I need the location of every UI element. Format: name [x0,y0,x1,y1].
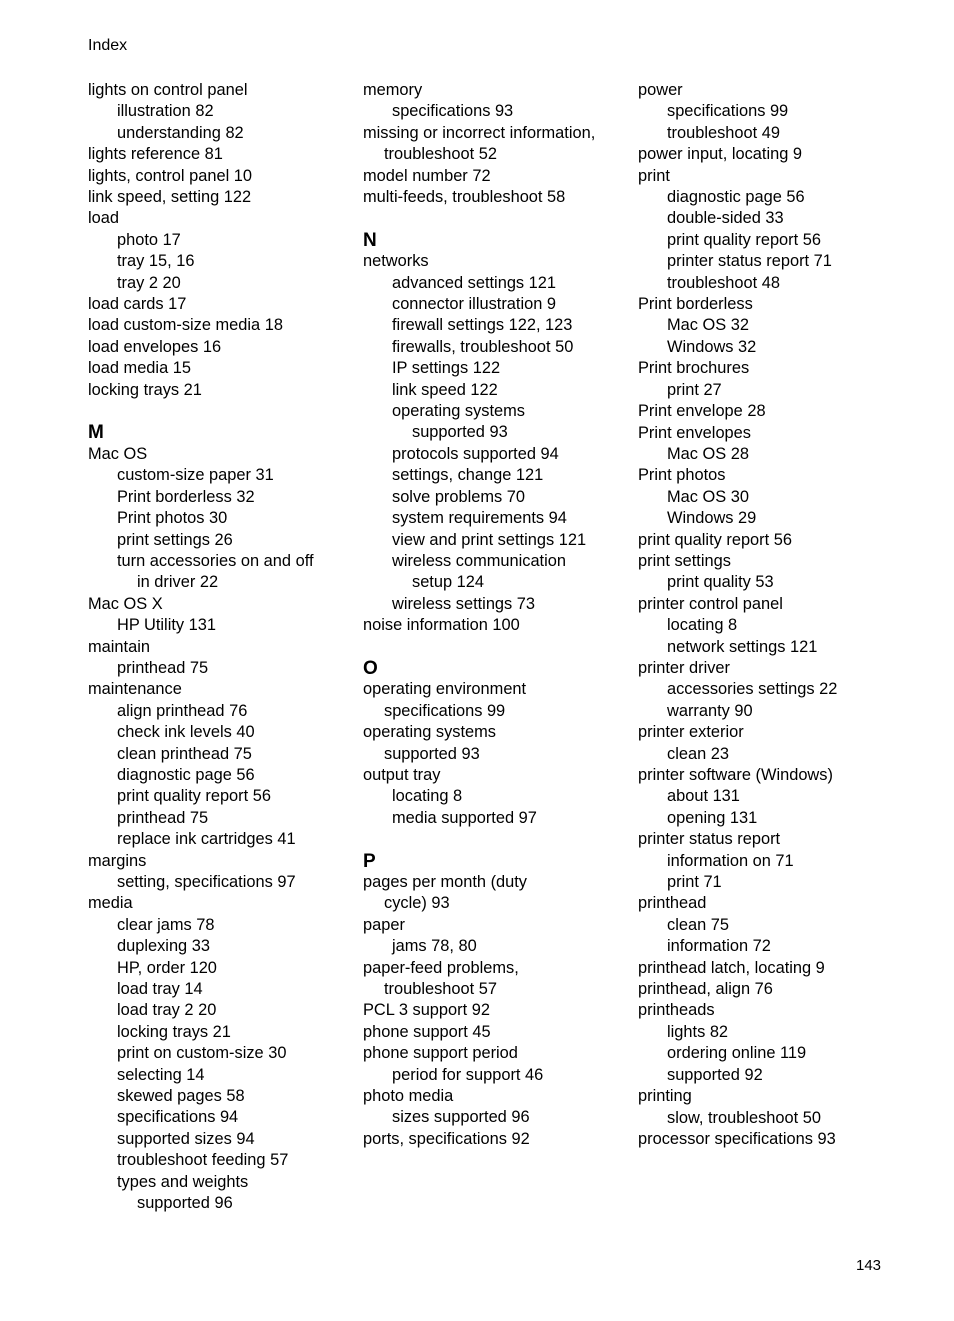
index-subentry: HP, order 120 [117,958,217,977]
index-subentry: troubleshoot feeding 57 [117,1151,289,1170]
index-subentry: Mac OS 32 [667,316,749,335]
index-subentry: firewall settings 122, 123 [392,316,573,335]
index-subentry: printhead 75 [117,658,209,677]
index-subentry: troubleshoot 49 [667,123,780,142]
index-subentry: duplexing 33 [117,937,210,956]
index-subentry: troubleshoot 48 [667,273,780,292]
index-subentry: settings, change 121 [392,466,544,485]
index-subentry: about 131 [667,787,740,806]
index-entry: lights reference 81 [88,145,223,164]
index-subentry: print quality report 56 [117,787,271,806]
section-letter: O [363,657,378,679]
index-subentry: photo 17 [117,230,181,249]
index-subentry: operating systems [392,402,526,421]
index-subentry: view and print settings 121 [392,530,587,549]
index-subentry: in driver 22 [137,573,219,592]
index-entry: margins [88,851,147,870]
index-subentry: Windows 29 [667,509,757,528]
index-subentry: setting, specifications 97 [117,873,296,892]
index-subentry: slow, troubleshoot 50 [667,1108,821,1127]
page-number: 143 [856,1257,882,1274]
index-subentry: tray 2 20 [117,273,181,292]
index-entry: processor specifications 93 [638,1129,836,1148]
index-subentry: print 27 [667,380,722,399]
index-entry: paper [363,915,405,934]
index-subentry: clear jams 78 [117,915,215,934]
section-letter: P [363,850,376,872]
index-subentry: supported sizes 94 [117,1129,255,1148]
index-entry: operating environment [363,680,527,699]
index-entry: memory [363,81,423,99]
index-subentry: print quality report 56 [667,230,821,249]
index-entry: Mac OS X [88,594,163,613]
index-entry: printer exterior [638,723,744,742]
index-entry: printer control panel [638,594,783,613]
index-subentry: Print photos 30 [117,509,228,528]
index-entry: printer status report [638,830,781,849]
index-entry: locking trays 21 [88,380,202,399]
index-subentry: firewalls, troubleshoot 50 [392,337,574,356]
index-subentry: IP settings 122 [392,359,501,378]
index-subentry: clean printhead 75 [117,744,252,763]
index-subentry: printer status report 71 [667,252,832,271]
index-entry: PCL 3 support 92 [363,1001,490,1020]
index-entry: model number 72 [363,166,491,185]
index-entry: printing [638,1087,692,1106]
index-subentry: troubleshoot 52 [384,145,497,164]
index-subentry: specifications 99 [384,701,506,720]
index-entry: printhead [638,894,707,913]
index-subentry: print on custom-size 30 [117,1044,287,1063]
index-subentry: jams 78, 80 [392,937,477,956]
index-entry: noise information 100 [363,616,520,635]
index-subentry: period for support 46 [392,1065,544,1084]
index-entry: phone support period [363,1044,518,1063]
index-entry: Mac OS [88,444,148,463]
index-column-3 [638,80,908,1150]
index-entry: print settings [638,551,731,570]
index-subentry: network settings 121 [667,637,818,656]
index-subentry: protocols supported 94 [392,444,559,463]
index-subentry: types and weights [117,1172,249,1191]
index-entry: phone support 45 [363,1022,491,1041]
index-subentry: advanced settings 121 [392,273,557,292]
index-entry: maintain [88,637,150,656]
index-entry: print quality report 56 [638,530,792,549]
index-subentry: specifications 99 [667,102,789,121]
index-subentry: sizes supported 96 [392,1108,530,1127]
index-entry: Print brochures [638,359,750,378]
index-entry: photo media [363,1087,454,1106]
section-letter: N [363,229,377,251]
index-subentry: Mac OS 28 [667,444,749,463]
index-subentry: print settings 26 [117,530,233,549]
index-subentry: load tray 2 20 [117,1001,217,1020]
index-entry: Print envelopes [638,423,751,442]
index-subentry: link speed 122 [392,380,498,399]
index-subentry: supported 93 [412,423,508,442]
index-entry: link speed, setting 122 [88,188,252,207]
index-subentry: replace ink cartridges 41 [117,830,296,849]
index-subentry: troubleshoot 57 [384,980,497,999]
index-subentry: Windows 32 [667,337,757,356]
index-entry: pages per month (duty [363,872,528,891]
index-subentry: cycle) 93 [384,894,450,913]
index-subentry: print 71 [667,873,722,892]
index-entry: missing or incorrect information, [363,123,596,142]
index-entry: printhead, align 76 [638,980,773,999]
index-subentry: supported 96 [137,1194,233,1213]
index-subentry: double-sided 33 [667,209,784,228]
index-subentry: align printhead 76 [117,701,248,720]
index-subentry: skewed pages 58 [117,1087,245,1106]
index-subentry: diagnostic page 56 [117,765,255,784]
index-subentry: wireless settings 73 [392,594,536,613]
index-subentry: check ink levels 40 [117,723,255,742]
index-subentry: locating 8 [392,787,463,806]
index-subentry: diagnostic page 56 [667,188,805,207]
section-letter: M [88,422,104,444]
index-subentry: system requirements 94 [392,509,567,528]
running-header: Index [88,37,128,54]
index-subentry: opening 131 [667,808,758,827]
index-subentry: clean 23 [667,744,729,763]
index-subentry: locking trays 21 [117,1022,231,1041]
index-subentry: illustration 82 [117,102,214,121]
index-entry: load cards 17 [88,295,187,314]
index-entry: ports, specifications 92 [363,1129,530,1148]
index-entry: Print envelope 28 [638,402,766,421]
index-subentry: understanding 82 [117,123,244,142]
index-entry: load envelopes 16 [88,337,222,356]
index-subentry: print quality 53 [667,573,774,592]
index-entry: output tray [363,765,441,784]
index-entry: lights on control panel [88,81,248,99]
index-entry: operating systems [363,723,497,742]
index-subentry: ordering online 119 [667,1044,807,1063]
index-entry: Print photos [638,466,726,485]
index-subentry: setup 124 [412,573,484,592]
index-entry: printer software (Windows) [638,766,833,784]
index-entry: maintenance [88,680,182,699]
index-entry: power input, locating 9 [638,145,803,164]
index-subentry: solve problems 70 [392,487,526,506]
index-subentry: accessories settings 22 [667,680,838,699]
index-entry: paper-feed problems, [363,958,519,977]
index-subentry: selecting 14 [117,1065,205,1084]
index-subentry: printhead 75 [117,808,209,827]
index-subentry: tray 15, 16 [117,252,195,271]
index-column-2 [363,80,633,1150]
index-subentry: information 72 [667,937,771,956]
index-entry: lights, control panel 10 [88,166,253,185]
index-subentry: information on 71 [667,851,794,870]
index-entry: printhead latch, locating 9 [638,958,825,977]
index-subentry: specifications 93 [392,102,514,121]
index-subentry: turn accessories on and off [117,551,314,570]
index-entry: load custom-size media 18 [88,316,283,335]
index-column-1 [88,80,358,1215]
index-subentry: locating 8 [667,616,738,635]
index-subentry: connector illustration 9 [392,295,556,314]
index-subentry: Mac OS 30 [667,487,749,506]
index-subentry: clean 75 [667,915,729,934]
index-subentry: wireless communication [392,551,566,570]
index-entry: media [88,894,133,913]
index-subentry: supported 92 [667,1065,763,1084]
index-subentry: Print borderless 32 [117,487,255,506]
index-subentry: load tray 14 [117,980,203,999]
index-entry: printer driver [638,658,730,677]
index-entry: networks [363,252,429,271]
index-subentry: lights 82 [667,1022,729,1041]
index-subentry: specifications 94 [117,1108,239,1127]
index-subentry: media supported 97 [392,808,537,827]
index-entry: load [88,209,119,228]
index-subentry: supported 93 [384,744,480,763]
index-entry: multi-feeds, troubleshoot 58 [363,188,566,207]
index-subentry: custom-size paper 31 [117,466,274,485]
index-entry: power [638,81,683,99]
index-entry: Print borderless [638,295,753,314]
index-entry: load media 15 [88,359,191,378]
index-entry: printheads [638,1001,715,1020]
index-subentry: warranty 90 [667,701,753,720]
index-subentry: HP Utility 131 [117,616,216,635]
index-entry: print [638,166,670,185]
